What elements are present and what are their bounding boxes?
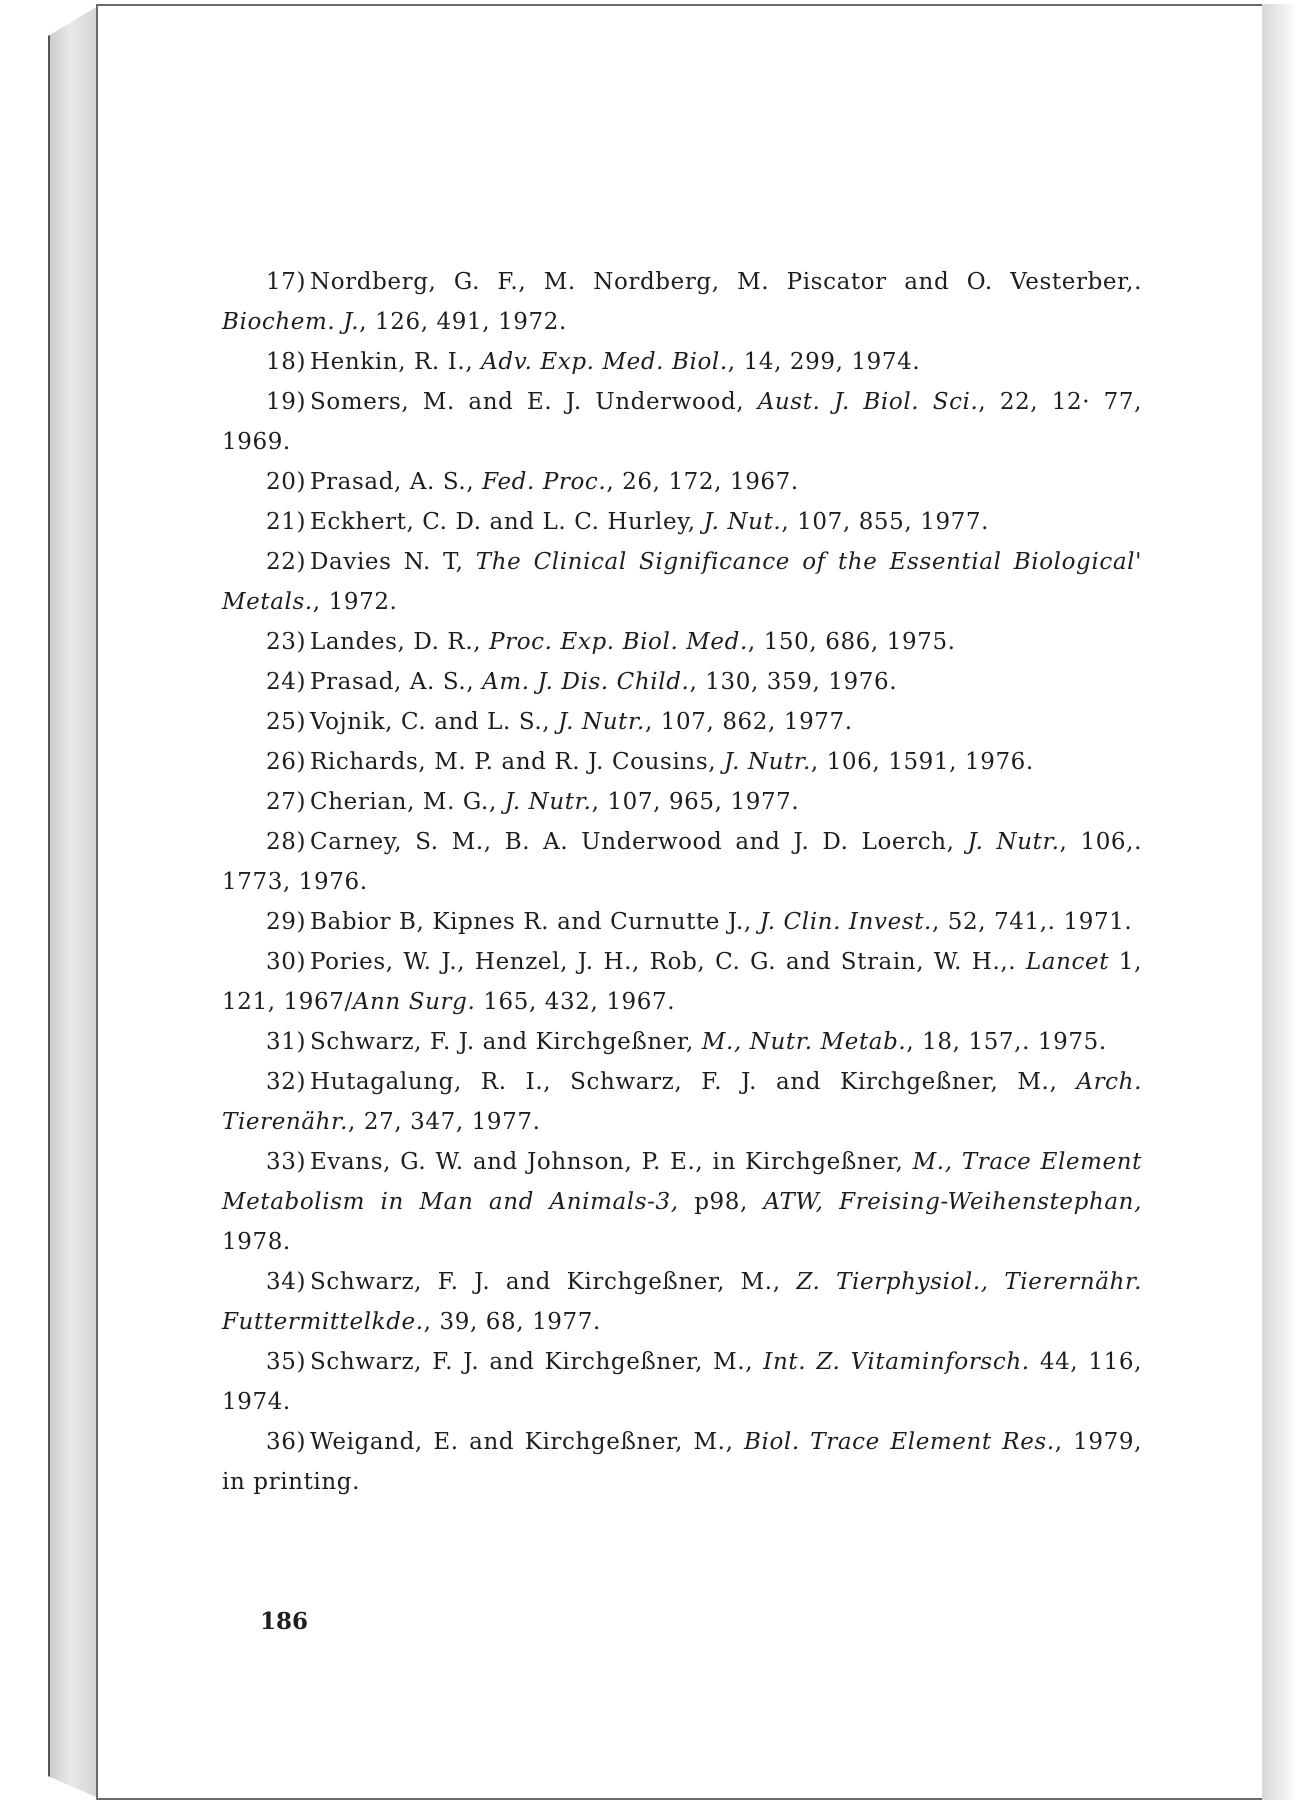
reference-source-italic: ATW, Freising-Weihenstephan, bbox=[763, 1189, 1143, 1215]
reference-entry bbox=[222, 622, 1142, 662]
reference-text: Schwarz, F. J. and Kirchgeßner, M., bbox=[310, 1349, 764, 1375]
reference-text: Henkin, R. I., bbox=[310, 349, 482, 375]
reference-number: 21) bbox=[266, 509, 307, 535]
reference-text: , 14, 299, 1974. bbox=[727, 349, 921, 375]
reference-source-italic: Aust. J. Biol. Sci. bbox=[757, 389, 979, 415]
reference-number: 30) bbox=[266, 949, 307, 975]
reference-number: 20) bbox=[266, 469, 307, 495]
reference-text: , 107, 862, 1977. bbox=[644, 709, 853, 735]
reference-list bbox=[222, 262, 1142, 1502]
reference-text: , 106,. 1773, 1976. bbox=[222, 829, 1142, 895]
reference-number: 22) bbox=[266, 549, 307, 575]
reference-text: Davies N. T, bbox=[310, 549, 476, 575]
reference-text: , 126, 491, 1972. bbox=[359, 309, 567, 335]
reference-text: Richards, M. P. and R. J. Cousins, bbox=[310, 749, 725, 775]
reference-source-italic: J. Clin. Invest. bbox=[759, 909, 932, 935]
reference-text: Weigand, E. and Kirchgeßner, M., bbox=[310, 1429, 745, 1455]
reference-text: , 22, 12· 77, 1969. bbox=[222, 389, 1142, 455]
reference-entry bbox=[222, 1142, 1142, 1262]
reference-entry bbox=[222, 342, 1142, 382]
reference-text: , 107, 855, 1977. bbox=[781, 509, 990, 535]
reference-source-italic: Adv. Exp. Med. Biol. bbox=[481, 349, 728, 375]
reference-entry bbox=[222, 742, 1142, 782]
reference-entry bbox=[222, 942, 1142, 1022]
reference-source-italic: Am. J. Dis. Child. bbox=[482, 669, 690, 695]
reference-entry bbox=[222, 382, 1142, 462]
reference-text: Somers, M. and E. J. Underwood, bbox=[310, 389, 758, 415]
reference-text: Pories, W. J., Henzel, J. H., Rob, C. G. and Strain, W. H.,. bbox=[310, 949, 1026, 975]
reference-source-italic: Arch. Tierenähr. bbox=[222, 1069, 1142, 1135]
reference-text: 44, 116, 1974. bbox=[222, 1349, 1142, 1415]
reference-text: , 130, 359, 1976. bbox=[689, 669, 898, 695]
page-edge-shadow bbox=[1262, 4, 1296, 1800]
reference-number: 24) bbox=[266, 669, 307, 695]
reference-entry bbox=[222, 542, 1142, 622]
reference-number: 28) bbox=[266, 829, 307, 855]
reference-source-italic: J. Nutr. bbox=[724, 749, 811, 775]
reference-text: Eckhert, C. D. and L. C. Hurley, bbox=[310, 509, 704, 535]
reference-text: , 18, 157,. 1975. bbox=[906, 1029, 1107, 1055]
reference-number: 17) bbox=[266, 269, 307, 295]
reference-source-italic: Biol. Trace Element Res. bbox=[744, 1429, 1055, 1455]
reference-entry bbox=[222, 462, 1142, 502]
reference-text: Schwarz, F. J. and Kirchgeßner, bbox=[310, 1029, 702, 1055]
reference-text: Prasad, A. S., bbox=[310, 669, 483, 695]
reference-source-italic: Z. Tierphysiol., Tierernähr. Futtermittelkde. bbox=[222, 1269, 1142, 1335]
reference-text: Hutagalung, R. I., Schwarz, F. J. and Kirchgeßner, M., bbox=[310, 1069, 1077, 1095]
reference-number: 27) bbox=[266, 789, 307, 815]
reference-source-italic: The Clinical Significance of the Essential Biological' Metals. bbox=[222, 549, 1143, 615]
reference-text: Schwarz, F. J. and Kirchgeßner, M., bbox=[310, 1269, 797, 1295]
reference-source-italic: J. Nutr. bbox=[504, 789, 592, 815]
reference-entry bbox=[222, 822, 1142, 902]
reference-source-italic: M., Nutr. Metab. bbox=[701, 1029, 907, 1055]
reference-number: 34) bbox=[266, 1269, 307, 1295]
reference-entry bbox=[222, 262, 1142, 342]
reference-text: Evans, G. W. and Johnson, P. E., in Kirchgeßner, bbox=[310, 1149, 913, 1175]
reference-source-italic: Proc. Exp. Biol. Med. bbox=[489, 629, 748, 655]
reference-text: Cherian, M. G., bbox=[310, 789, 505, 815]
reference-entry bbox=[222, 782, 1142, 822]
reference-text: Prasad, A. S., bbox=[310, 469, 483, 495]
reference-text: , 52, 741,. 1971. bbox=[931, 909, 1133, 935]
book-spine-edge bbox=[48, 6, 98, 1798]
reference-text: , 1979, in printing. bbox=[222, 1429, 1142, 1495]
reference-number: 33) bbox=[266, 1149, 307, 1175]
reference-number: 23) bbox=[266, 629, 307, 655]
reference-text: , 26, 172, 1967. bbox=[606, 469, 799, 495]
reference-source-italic: J. Nutr. bbox=[558, 709, 645, 735]
reference-entry bbox=[222, 1262, 1142, 1342]
reference-number: 35) bbox=[266, 1349, 307, 1375]
reference-number: 29) bbox=[266, 909, 307, 935]
reference-number: 36) bbox=[266, 1429, 307, 1455]
reference-number: 25) bbox=[266, 709, 307, 735]
reference-text: Landes, D. R., bbox=[310, 629, 490, 655]
reference-text: , 39, 68, 1977. bbox=[423, 1309, 601, 1335]
reference-entry bbox=[222, 502, 1142, 542]
reference-source-italic: Ann Surg. bbox=[352, 989, 476, 1015]
reference-source-italic: Biochem. J. bbox=[222, 309, 360, 335]
reference-text: Babior B, Kipnes R. and Curnutte J., bbox=[310, 909, 760, 935]
reference-source-italic: Int. Z. Vitaminforsch. bbox=[763, 1349, 1030, 1375]
reference-text: , 1972. bbox=[312, 589, 398, 615]
reference-source-italic: J. Nut. bbox=[703, 509, 782, 535]
reference-text: 1, 121, 1967/ bbox=[222, 949, 1142, 1015]
reference-number: 19) bbox=[266, 389, 307, 415]
reference-text: , 106, 1591, 1976. bbox=[810, 749, 1034, 775]
reference-text: , 150, 686, 1975. bbox=[747, 629, 956, 655]
reference-entry bbox=[222, 1422, 1142, 1502]
reference-number: 32) bbox=[266, 1069, 307, 1095]
reference-text: , 27, 347, 1977. bbox=[348, 1109, 541, 1135]
reference-text: , 107, 965, 1977. bbox=[591, 789, 800, 815]
reference-entry bbox=[222, 1062, 1142, 1142]
reference-text: Vojnik, C. and L. S., bbox=[310, 709, 559, 735]
reference-source-italic: Lancet bbox=[1025, 949, 1110, 975]
reference-source-italic: M., Trace Element Metabolism in Man and Animals-3, bbox=[222, 1149, 1142, 1215]
reference-number: 31) bbox=[266, 1029, 307, 1055]
reference-number: 26) bbox=[266, 749, 307, 775]
reference-text: 1978. bbox=[222, 1229, 291, 1255]
reference-text: Carney, S. M., B. A. Underwood and J. D. Loerch, bbox=[310, 829, 968, 855]
reference-entry bbox=[222, 1342, 1142, 1422]
reference-text: Nordberg, G. F., M. Nordberg, M. Piscator and O. Vesterber,. bbox=[310, 269, 1142, 295]
reference-entry bbox=[222, 662, 1142, 702]
reference-entry bbox=[222, 702, 1142, 742]
reference-source-italic: Fed. Proc. bbox=[482, 469, 607, 495]
page-number: 186 bbox=[260, 1608, 309, 1635]
reference-number: 18) bbox=[266, 349, 307, 375]
reference-text: p98, bbox=[678, 1189, 764, 1215]
reference-entry bbox=[222, 902, 1142, 942]
reference-text: 165, 432, 1967. bbox=[475, 989, 676, 1015]
reference-entry bbox=[222, 1022, 1142, 1062]
reference-source-italic: J. Nutr. bbox=[967, 829, 1060, 855]
